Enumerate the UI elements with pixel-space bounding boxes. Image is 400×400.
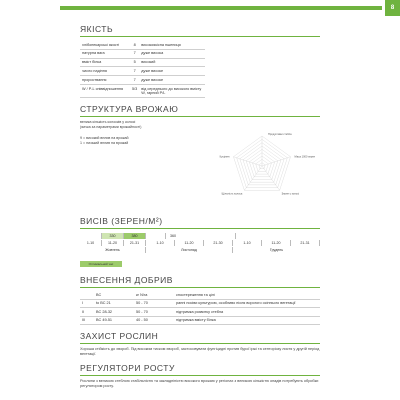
quality-row [80, 76, 205, 85]
density-block [80, 231, 320, 269]
quality-row [80, 41, 205, 49]
quality-desc: дуже високе [139, 67, 205, 76]
fertilizer-row [80, 299, 320, 307]
radar-grid [233, 136, 290, 190]
content [80, 14, 320, 389]
day-range: 1-10 [80, 240, 102, 246]
radar-chart [200, 122, 320, 208]
fertilizer-row [80, 308, 320, 316]
section-title-yield: СТРУКТУРА ВРОЖАЮ [80, 104, 320, 117]
day-range: 21-31 [124, 240, 146, 246]
fertilizer-cell: BC 49-51 [94, 316, 134, 324]
fertilizer-cell: спостереження та цілі [174, 291, 320, 299]
fertilizer-table [80, 291, 320, 325]
fertilizer-cell: підтримка розвитку стебла [174, 308, 320, 316]
fertilizer-cell: ранні посіви культурою, особливо після ворогого осіннього вегетації [174, 299, 320, 307]
quality-score: 5 [130, 58, 139, 67]
header-rule [60, 6, 382, 10]
quality-desc: високоякісна пшениця [139, 41, 205, 49]
radar-axis-label: Зерен у колосі [281, 192, 300, 196]
radar-axis-label: Щільність колоса [221, 192, 243, 196]
quality-name: пророствання [80, 76, 130, 85]
quality-desc: дуже високе [139, 76, 205, 85]
density-value-1: 330 [102, 233, 124, 239]
optimal-time-legend: Оптимальний час [80, 261, 122, 267]
fertilizer-cell: BC 28-32 [94, 308, 134, 316]
fertilizer-cell: I [80, 299, 94, 307]
fertilizer-cell: 40 - 50 [134, 316, 174, 324]
quality-score: 7 [130, 67, 139, 76]
density-value-3: 360 [166, 233, 236, 239]
fertilizer-cell: 50 - 70 [134, 308, 174, 316]
page-number: 8 [385, 0, 400, 16]
month-nov: Листопад [146, 247, 233, 253]
quality-name: натурна вага [80, 49, 130, 58]
fertilizer-cell [80, 291, 94, 299]
quality-name: вміст білка [80, 58, 130, 67]
fertilizer-header-row [80, 291, 320, 299]
yield-legend-high: 9 = високий вплив на врожай [80, 136, 129, 141]
quality-score: 8 [130, 41, 139, 49]
section-title-fertilizer: ВНЕСЕННЯ ДОБРИВ [80, 275, 320, 288]
month-oct: Жовтень [80, 247, 146, 253]
day-range: 11-20 [262, 240, 291, 246]
quality-score: 7 [130, 76, 139, 85]
day-range: 21-30 [204, 240, 233, 246]
quality-name: хлібопекарські якості [80, 41, 130, 49]
quality-desc: від середнього до високого вмісту W, гарний P/L [139, 84, 205, 97]
protection-text: Хороша стійкість до хвороб. Під високим тиском хвороб, застосовувати фунгіцидні против бурої іржі та септоріозу листя у другій період вегетації. [80, 346, 320, 356]
quality-row [80, 84, 205, 97]
section-title-protection: ЗАХИСТ РОСЛИН [80, 331, 320, 344]
yield-desc-1: велика кількість колосків у колосі [80, 120, 136, 125]
section-title-regulators: РЕГУЛЯТОРИ РОСТУ [80, 363, 320, 376]
day-range: 11-20 [102, 240, 124, 246]
fertilizer-cell: II [80, 308, 94, 316]
quality-table [80, 41, 205, 98]
radar-axis [262, 166, 280, 190]
fertilizer-cell: підтримка вмісту білка [174, 316, 320, 324]
fertilizer-cell: 50 - 70 [134, 299, 174, 307]
day-range: 1-10 [233, 240, 262, 246]
yield-description [80, 120, 185, 146]
fertilizer-cell: BC [94, 291, 134, 299]
day-range: 21-31 [291, 240, 320, 246]
quality-score: 5/3 [130, 84, 139, 97]
section-title-quality: ЯКІСТЬ [80, 24, 320, 37]
day-range: 1-10 [146, 240, 175, 246]
quality-score: 7 [130, 49, 139, 58]
quality-row [80, 49, 205, 58]
fertilizer-row [80, 316, 320, 324]
regulators-text: Рослини з великою стеблою стабільністю та закладніністю високого врожаю у регіонах з великою кількістю опадів потребують обробки регулятором росту. [80, 378, 319, 388]
density-value-2: 380 [124, 233, 146, 239]
month-dec: Грудень [269, 248, 284, 253]
radar-axis-label: Продуктивні стебла [268, 133, 292, 137]
quality-row [80, 67, 205, 76]
quality-name: W / P-L співвідношення [80, 84, 130, 97]
radar-axis [244, 166, 262, 190]
fertilizer-cell: to BC 21 [94, 299, 134, 307]
section-title-density: ВИСІВ (ЗЕРЕН/М²) [80, 216, 320, 229]
radar-labels [220, 132, 316, 195]
radar-axis-label: Маса 1000 зерен [294, 156, 316, 160]
quality-desc: дуже висока [139, 49, 205, 58]
quality-name: число падіння [80, 67, 130, 76]
fertilizer-cell: III [80, 316, 94, 324]
quality-desc: високий [139, 58, 205, 67]
radar-axis-label: Кущіння [219, 156, 230, 160]
quality-row [80, 58, 205, 67]
yield-legend-low: 1 = низький вплив на врожай [80, 141, 129, 146]
fertilizer-cell: кг N/га [134, 291, 174, 299]
yield-block [80, 120, 320, 210]
yield-desc-2: (яичка за параметрами врожайності) [80, 125, 142, 130]
day-range: 11-20 [175, 240, 204, 246]
